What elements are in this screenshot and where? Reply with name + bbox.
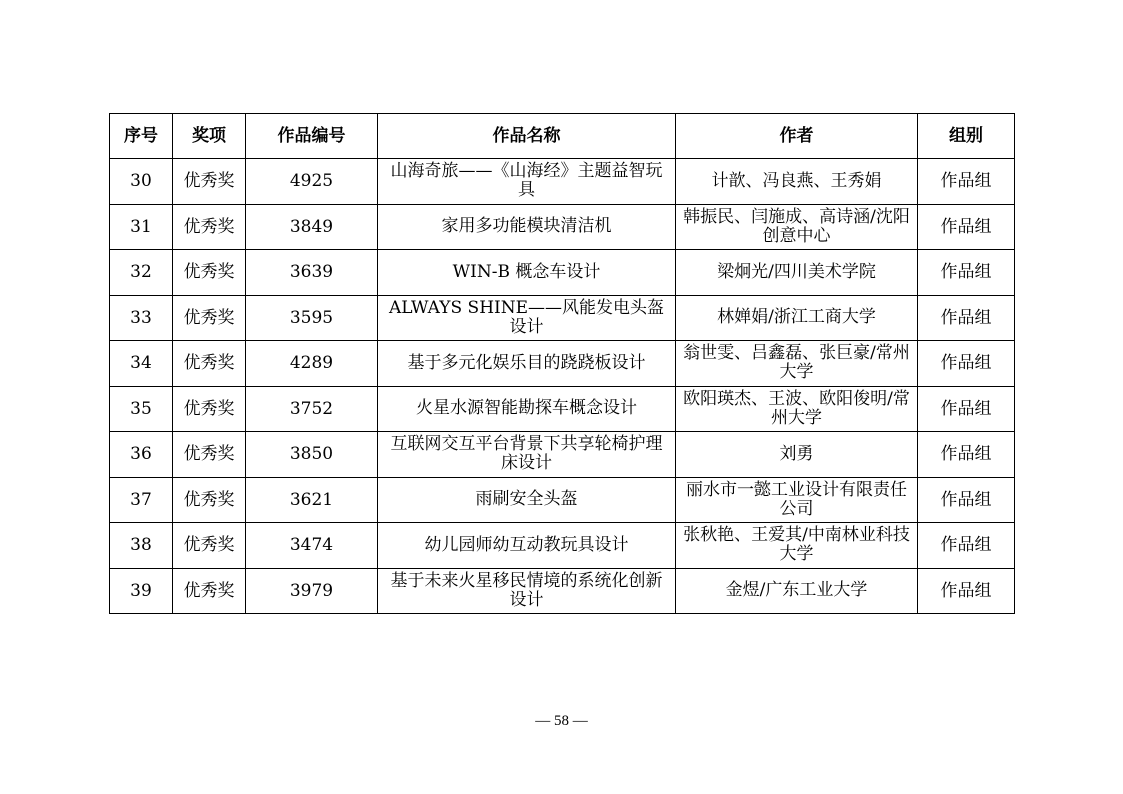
cell-no: 37 xyxy=(110,477,173,523)
cell-award: 优秀奖 xyxy=(173,295,246,341)
table-row xyxy=(110,523,1015,569)
table-row xyxy=(110,477,1015,523)
table-row xyxy=(110,386,1015,432)
cell-no: 35 xyxy=(110,386,173,432)
cell-group: 作品组 xyxy=(918,386,1015,432)
table-row xyxy=(110,250,1015,296)
cell-group: 作品组 xyxy=(918,159,1015,205)
cell-no: 39 xyxy=(110,568,173,614)
cell-award: 优秀奖 xyxy=(173,204,246,250)
cell-award: 优秀奖 xyxy=(173,159,246,205)
cell-no: 33 xyxy=(110,295,173,341)
cell-author: 韩振民、闫施成、高诗涵/沈阳创意中心 xyxy=(676,204,918,250)
cell-author: 林婵娟/浙江工商大学 xyxy=(676,295,918,341)
cell-group: 作品组 xyxy=(918,295,1015,341)
cell-work-id: 3639 xyxy=(246,250,378,296)
cell-group: 作品组 xyxy=(918,523,1015,569)
cell-award: 优秀奖 xyxy=(173,386,246,432)
cell-work-name: 基于未来火星移民情境的系统化创新设计 xyxy=(378,568,676,614)
cell-author: 张秋艳、王爱其/中南林业科技大学 xyxy=(676,523,918,569)
cell-work-name: 基于多元化娱乐目的跷跷板设计 xyxy=(378,341,676,387)
cell-work-id: 3621 xyxy=(246,477,378,523)
cell-award: 优秀奖 xyxy=(173,432,246,478)
cell-group: 作品组 xyxy=(918,432,1015,478)
table-row xyxy=(110,204,1015,250)
cell-group: 作品组 xyxy=(918,204,1015,250)
cell-work-name: ALWAYS SHINE——风能发电头盔设计 xyxy=(378,295,676,341)
cell-work-id: 4289 xyxy=(246,341,378,387)
header-author: 作者 xyxy=(676,114,918,159)
table-row xyxy=(110,341,1015,387)
cell-work-name: 互联网交互平台背景下共享轮椅护理床设计 xyxy=(378,432,676,478)
header-work-name: 作品名称 xyxy=(378,114,676,159)
cell-work-name: 山海奇旅——《山海经》主题益智玩具 xyxy=(378,159,676,205)
table-row xyxy=(110,159,1015,205)
header-no: 序号 xyxy=(110,114,173,159)
table-body xyxy=(110,159,1015,614)
cell-work-name: 幼儿园师幼互动教玩具设计 xyxy=(378,523,676,569)
cell-work-id: 3979 xyxy=(246,568,378,614)
cell-no: 32 xyxy=(110,250,173,296)
header-row xyxy=(110,114,1015,159)
cell-award: 优秀奖 xyxy=(173,568,246,614)
table-row xyxy=(110,432,1015,478)
cell-no: 36 xyxy=(110,432,173,478)
table-row xyxy=(110,568,1015,614)
cell-work-id: 3849 xyxy=(246,204,378,250)
cell-work-id: 3752 xyxy=(246,386,378,432)
cell-work-name: WIN-B 概念车设计 xyxy=(378,250,676,296)
awards-table xyxy=(109,113,1015,614)
table-row xyxy=(110,295,1015,341)
cell-work-id: 3595 xyxy=(246,295,378,341)
cell-award: 优秀奖 xyxy=(173,477,246,523)
cell-author: 梁炯光/四川美术学院 xyxy=(676,250,918,296)
cell-group: 作品组 xyxy=(918,568,1015,614)
cell-author: 刘勇 xyxy=(676,432,918,478)
cell-work-id: 4925 xyxy=(246,159,378,205)
cell-no: 38 xyxy=(110,523,173,569)
cell-group: 作品组 xyxy=(918,341,1015,387)
cell-author: 金煜/广东工业大学 xyxy=(676,568,918,614)
cell-group: 作品组 xyxy=(918,477,1015,523)
cell-work-id: 3850 xyxy=(246,432,378,478)
cell-no: 31 xyxy=(110,204,173,250)
header-work-id: 作品编号 xyxy=(246,114,378,159)
cell-no: 34 xyxy=(110,341,173,387)
cell-work-id: 3474 xyxy=(246,523,378,569)
cell-author: 计歆、冯良燕、王秀娟 xyxy=(676,159,918,205)
cell-author: 丽水市一懿工业设计有限责任公司 xyxy=(676,477,918,523)
cell-no: 30 xyxy=(110,159,173,205)
page-number: — 58 — xyxy=(535,713,588,729)
cell-work-name: 雨刷安全头盔 xyxy=(378,477,676,523)
cell-author: 翁世雯、吕鑫磊、张巨豪/常州大学 xyxy=(676,341,918,387)
table-header xyxy=(110,114,1015,159)
cell-award: 优秀奖 xyxy=(173,523,246,569)
cell-work-name: 火星水源智能勘探车概念设计 xyxy=(378,386,676,432)
header-award: 奖项 xyxy=(173,114,246,159)
cell-group: 作品组 xyxy=(918,250,1015,296)
header-group: 组别 xyxy=(918,114,1015,159)
cell-author: 欧阳瑛杰、王波、欧阳俊明/常州大学 xyxy=(676,386,918,432)
cell-award: 优秀奖 xyxy=(173,341,246,387)
cell-award: 优秀奖 xyxy=(173,250,246,296)
cell-work-name: 家用多功能模块清洁机 xyxy=(378,204,676,250)
